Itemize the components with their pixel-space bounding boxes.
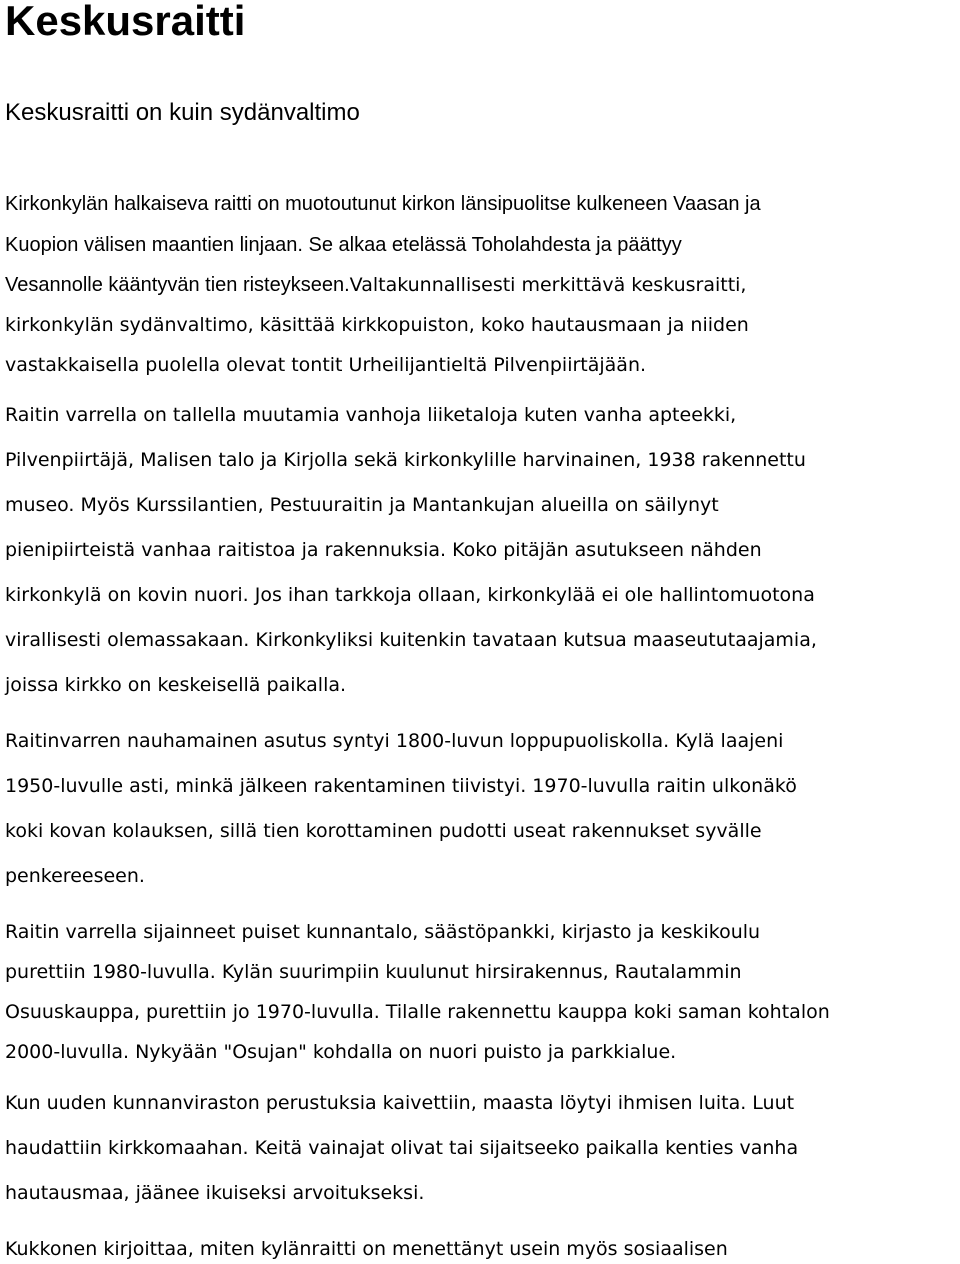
body-line: Kuopion välisen maantien linjaan. Se alkaa etelässä Toholahdesta ja päättyy: [5, 234, 682, 256]
page-subtitle: Keskusraitti on kuin sydänvaltimo: [5, 99, 360, 126]
body-line-part: Valtakunnallisesti merkittävä keskusraitti,: [349, 274, 747, 296]
body-line: 1950-luvulle asti, minkä jälkeen rakentaminen tiivistyi. 1970-luvulla raitin ulkonäkö: [5, 775, 797, 797]
body-line: hautausmaa, jäänee ikuiseksi arvoitukseksi.: [5, 1182, 425, 1204]
body-line: haudattiin kirkkomaahan. Keitä vainajat olivat tai sijaitseeko paikalla kenties vanha: [5, 1137, 799, 1159]
body-line: Raitin varrella sijainneet puiset kunnantalo, säästöpankki, kirjasto ja keskikoulu: [5, 921, 761, 943]
body-line: pienipiirteistä vanhaa raitistoa ja rakennuksia. Koko pitäjän asutukseen nähden: [5, 539, 762, 561]
page-title: Keskusraitti: [5, 0, 246, 44]
body-line: Osuuskauppa, purettiin jo 1970-luvulla. Tilalle rakennettu kauppa koki saman kohtalon: [5, 1001, 830, 1023]
body-line: Raitinvarren nauhamainen asutus syntyi 1800-luvun loppupuoliskolla. Kylä laajeni: [5, 730, 784, 752]
body-line: Raitin varrella on tallella muutamia vanhoja liiketaloja kuten vanha apteekki,: [5, 404, 737, 426]
body-line: virallisesti olemassakaan. Kirkonkyliksi kuitenkin tavataan kutsua maaseututaajamia,: [5, 629, 817, 651]
body-line: 2000-luvulla. Nykyään "Osujan" kohdalla on nuori puisto ja parkkialue.: [5, 1041, 677, 1063]
body-line: vastakkaisella puolella olevat tontit Urheilijantieltä Pilvenpiirtäjään.: [5, 354, 647, 376]
body-line: [5, 271, 746, 299]
body-line: penkereeseen.: [5, 865, 145, 887]
body-line: Kun uuden kunnanviraston perustuksia kaivettiin, maasta löytyi ihmisen luita. Luut: [5, 1092, 795, 1114]
body-line: purettiin 1980-luvulla. Kylän suurimpiin kuulunut hirsirakennus, Rautalammin: [5, 961, 742, 983]
body-line: koki kovan kolauksen, sillä tien korottaminen pudotti useat rakennukset syvälle: [5, 820, 762, 842]
body-line: Kukkonen kirjoittaa, miten kylänraitti on menettänyt usein myös sosiaalisen: [5, 1238, 728, 1260]
body-line: joissa kirkko on keskeisellä paikalla.: [5, 674, 347, 696]
body-line: Kirkonkylän halkaiseva raitti on muotoutunut kirkon länsipuolitse kulkeneen Vaasan ja: [5, 193, 761, 215]
body-line: Pilvenpiirtäjä, Malisen talo ja Kirjolla sekä kirkonkylille harvinainen, 1938 rakennettu: [5, 449, 806, 471]
body-line-part: Vesannolle kääntyvän tien risteykseen.: [5, 274, 350, 296]
body-line: kirkonkylän sydänvaltimo, käsittää kirkkopuiston, koko hautausmaan ja niiden: [5, 314, 749, 336]
body-line: museo. Myös Kurssilantien, Pestuuraitin ja Mantankujan alueilla on säilynyt: [5, 494, 719, 516]
body-line: kirkonkylä on kovin nuori. Jos ihan tarkkoja ollaan, kirkonkylää ei ole hallintomuotona: [5, 584, 815, 606]
